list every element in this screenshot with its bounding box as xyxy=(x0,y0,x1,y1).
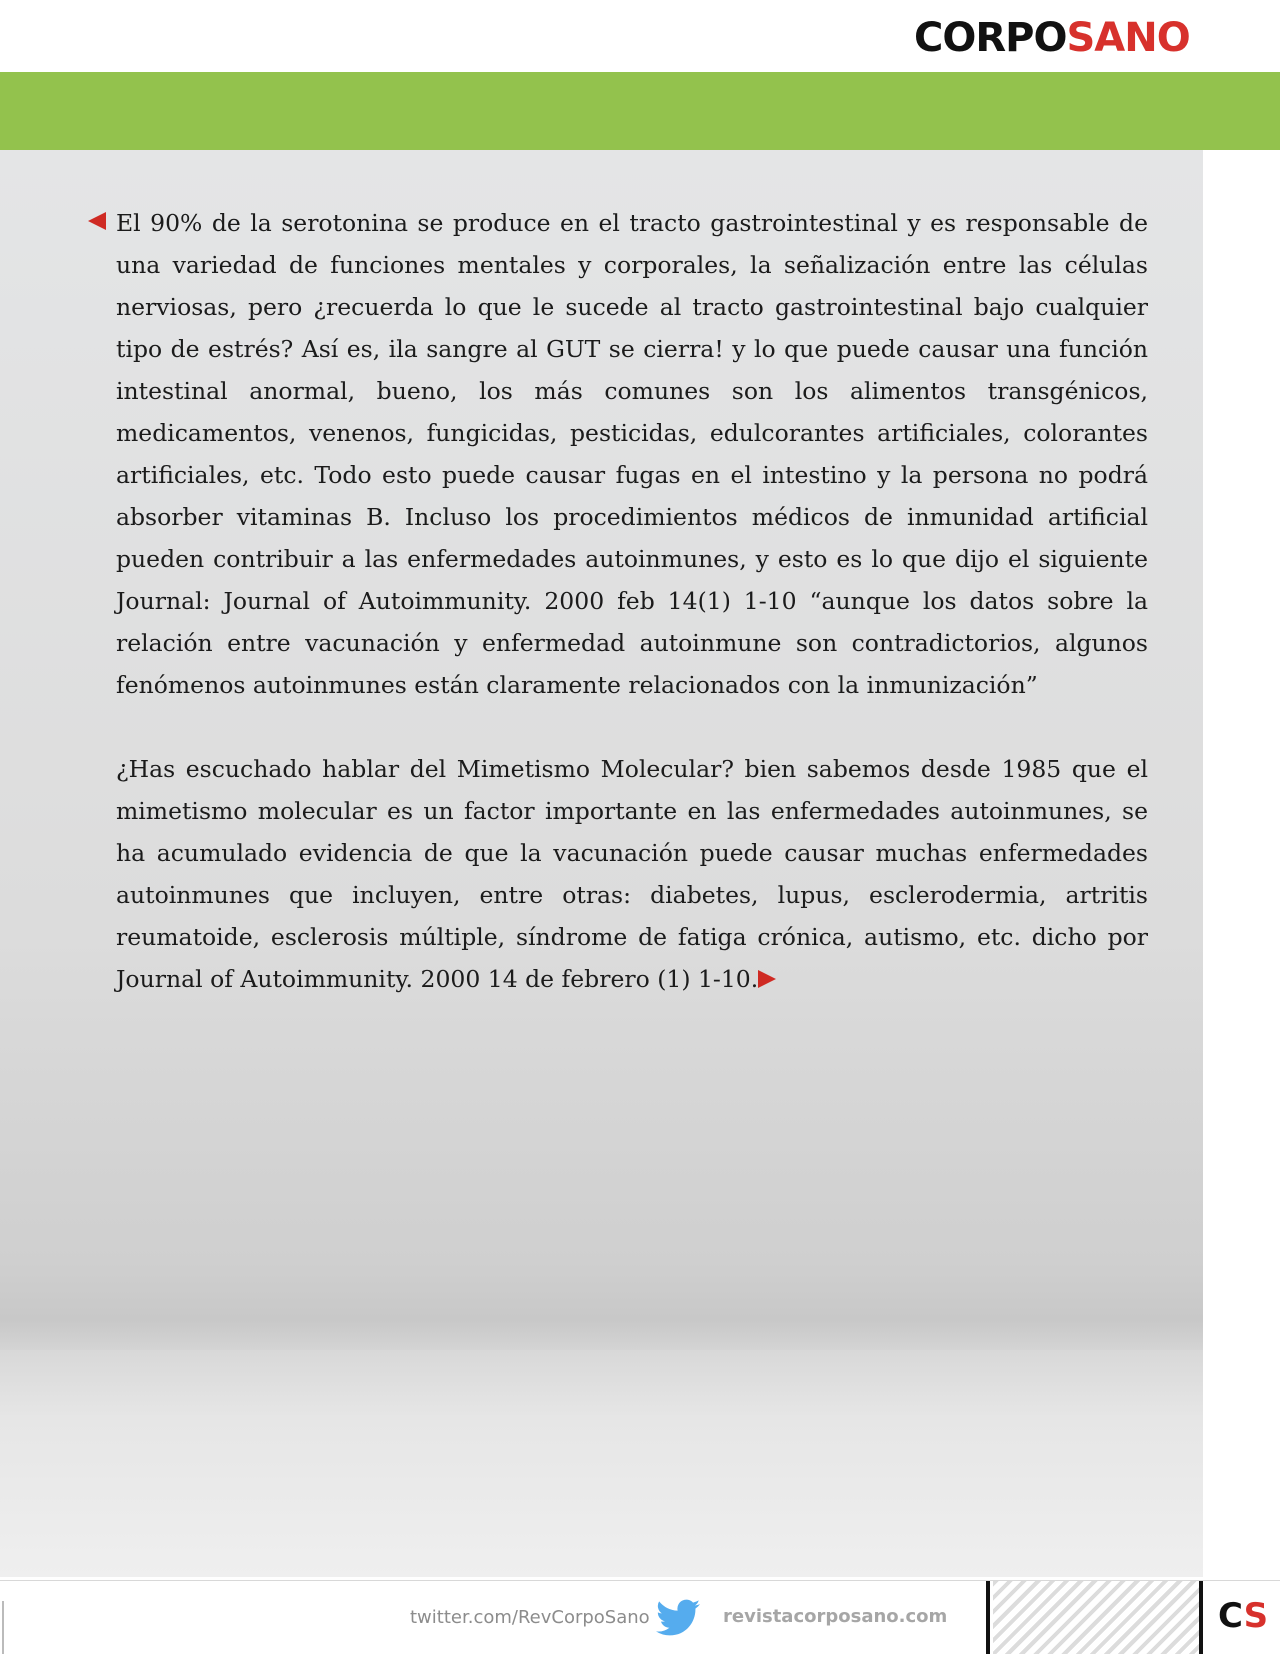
footer-divider-right xyxy=(1199,1581,1203,1654)
paragraph-2-text: ¿Has escuchado hablar del Mimetismo Molecular? bien sabemos desde 1985 que el mimetismo molecular es un factor importante en las enfermedades autoinmunes, se ha acumulado evidencia de que la vacunación puede causar muchas enfermedades autoinmunes que incluyen, entre otras: diabetes, lupus, esclerodermia, artritis reumatoide, esclerosis múltiple, síndrome de fatiga crónica, autismo, etc. dicho por Journal of Autoimmunity. 2000 14 de febrero (1) 1-10. xyxy=(116,755,1148,993)
paragraph-1-text: El 90% de la serotonina se produce en el tracto gastrointestinal y es responsable de una variedad de funciones mentales y corporales, la señalización entre las células nerviosas, pero ¿recuerda lo que le sucede al tracto gastrointestinal bajo cualquier tipo de estrés? Así es, ila sangre al GUT se cierra! y lo que puede causar una función intestinal anormal, bueno, los más comunes son los alimentos transgénicos, medicamentos, venenos, fungicidas, pesticidas, edulcorantes artificiales, colorantes artificiales, etc. Todo esto puede causar fugas en el intestino y la persona no podrá absorber vitaminas B. Incluso los procedimientos médicos de inmunidad artificial pueden contribuir a las enfermedades autoinmunes, y esto es lo que dijo el siguiente Journal: Journal of Autoimmunity. 2000 feb 14(1) 1-10 “aunque los datos sobre la relación entre vacunación y enfermedad autoinmune son contradictorios, algunos fenómenos autoinmunes están claramente relacionados con la inmunización” xyxy=(116,209,1148,699)
website-link[interactable]: revistacorposano.com xyxy=(723,1606,948,1627)
background-floor xyxy=(0,1350,1203,1577)
article-paragraph-1 xyxy=(116,202,1148,706)
cs-logo-s: S xyxy=(1243,1596,1269,1636)
twitter-link[interactable]: twitter.com/RevCorpoSano xyxy=(410,1607,650,1628)
twitter-bird-icon[interactable] xyxy=(656,1599,700,1637)
footer-stripes xyxy=(993,1581,1199,1654)
page-footer xyxy=(0,1580,1280,1654)
article-body xyxy=(116,202,1148,1000)
corposano-logo xyxy=(914,15,1190,61)
logo-sano: SANO xyxy=(1066,15,1190,61)
header-band xyxy=(0,72,1280,150)
article-paragraph-2 xyxy=(116,748,1148,1000)
article-end-marker-icon xyxy=(758,970,776,988)
footer-divider-left xyxy=(986,1581,990,1654)
article-start-marker-icon xyxy=(88,212,106,230)
logo-corpo: CORPO xyxy=(914,15,1067,61)
footer-left-rule xyxy=(2,1601,4,1654)
cs-logo xyxy=(1218,1596,1269,1636)
cs-logo-c: C xyxy=(1218,1596,1244,1636)
